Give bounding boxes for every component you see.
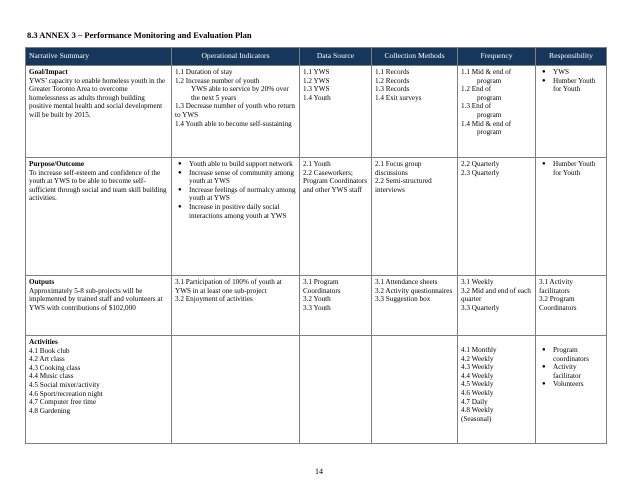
- evaluation-plan-table: [25, 47, 607, 444]
- responsibility-cell: [536, 158, 607, 276]
- responsibility-item: ● Activity facilitator: [539, 363, 603, 380]
- frequency-item: 3.2 Mid and end of each quarter: [461, 286, 531, 304]
- collection-item: 3.2 Activity questionnaires: [375, 286, 453, 295]
- frequency-item: 4.2 Weekly: [461, 354, 494, 363]
- frequency-item: 1.4 Mid & end of: [461, 119, 512, 128]
- activity-item: 4.5 Social mixer/activity: [29, 380, 100, 389]
- indicator-item: ● Youth able to build support network: [175, 160, 296, 169]
- frequency-cell: [458, 276, 536, 336]
- row-title: Outputs: [29, 278, 55, 286]
- narrative-cell: [26, 66, 172, 158]
- frequency-item: 4.7 Daily: [461, 397, 488, 406]
- collection-item: 1.3 Records: [375, 85, 410, 94]
- header-collection-methods: Collection Methods: [372, 48, 458, 66]
- responsibility-cell: [536, 336, 607, 444]
- frequency-item: (Seasonal): [461, 414, 492, 423]
- indicator-item: 1.4 Youth able to become self-sustaining: [175, 119, 292, 128]
- indicator-item: 3.2 Enjoyment of activities: [175, 295, 253, 304]
- collection-item: 3.1 Attendance sheets: [375, 278, 438, 286]
- frequency-item: 4.5 Weekly: [461, 380, 494, 389]
- data-source-cell: [300, 276, 372, 336]
- activity-item: 4.2 Art class: [29, 355, 65, 364]
- frequency-item: 1.1 Mid & end of: [461, 68, 512, 76]
- frequency-item: program: [477, 110, 502, 119]
- table-row-purpose: [26, 158, 607, 276]
- indicators-cell: [172, 158, 300, 276]
- data-source-item: 3.3 Youth: [303, 303, 331, 312]
- narrative-cell: [26, 276, 172, 336]
- indicators-cell: [172, 66, 300, 158]
- header-operational-indicators: Operational Indicators: [172, 48, 300, 66]
- narrative-text: Approximately 5-8 sub-projects will be implemented by trained staff and volunteers at YWS with contributions of $102,000: [29, 286, 163, 312]
- frequency-item: 4.1 Monthly: [461, 346, 497, 354]
- header-narrative-summary: Narrative Summary: [26, 48, 172, 66]
- collection-cell: [372, 336, 458, 444]
- collection-item: 2.2 Semi-structured interviews: [375, 177, 432, 194]
- frequency-item: program: [477, 128, 502, 137]
- page-title: 8.3 ANNEX 3 – Performance Monitoring and Evaluation Plan: [27, 30, 252, 40]
- indicators-cell: [172, 336, 300, 444]
- indicator-item: 1.1 Duration of stay: [175, 68, 233, 76]
- narrative-text: To increase self-esteem and confidence of the youth at YWS to be able to become self-sufficient through social and team skill building activities.: [29, 168, 167, 203]
- row-title: Activities: [29, 338, 58, 346]
- activity-item: 4.6 Sport/recreation night: [29, 389, 103, 398]
- indicator-item: 1.3 Decrease number of youth who return to YWS: [175, 102, 295, 119]
- indicator-item: ● Increase feelings of normalcy among youth at YWS: [175, 186, 296, 203]
- header-responsibility: Responsibility: [536, 48, 607, 66]
- table-header-row: [26, 48, 607, 66]
- indicator-item: 1.2 Increase number of youth: [175, 76, 260, 85]
- frequency-item: 3.3 Quarterly: [461, 303, 500, 312]
- data-source-cell: [300, 336, 372, 444]
- frequency-item: 1.3 End of: [461, 102, 492, 111]
- responsibility-item: ● Humber Youth for Youth: [539, 77, 603, 94]
- activity-item: 4.4 Music class: [29, 372, 74, 381]
- data-source-item: 2.2 Caseworkers; Program Coordinators and other YWS staff: [303, 168, 368, 194]
- responsibility-cell: [536, 66, 607, 158]
- responsibility-item: ● Humber Youth for Youth: [539, 160, 603, 177]
- data-source-item: 3.2 Youth: [303, 295, 331, 304]
- collection-item: 1.2 Records: [375, 76, 410, 85]
- responsibility-item: ● Program coordinators: [539, 346, 603, 363]
- responsibility-item: 3.1 Activity facilitators: [539, 278, 573, 295]
- collection-item: 2.1 Focus group discussions: [375, 160, 422, 177]
- activity-item: 4.7 Computer free time: [29, 398, 97, 407]
- responsibility-item: 3.2 Program Coordinators: [539, 295, 577, 312]
- indicator-item: ● Increase sense of community among youth at YWS: [175, 169, 296, 186]
- activity-item: 4.1 Book club: [29, 346, 70, 355]
- page-number: 14: [315, 467, 323, 476]
- frequency-item: 3.1 Weekly: [461, 278, 494, 286]
- activity-item: 4.8 Gardening: [29, 406, 71, 415]
- frequency-item: 4.6 Weekly: [461, 388, 494, 397]
- narrative-cell: [26, 158, 172, 276]
- frequency-item: 4.4 Weekly: [461, 371, 494, 380]
- collection-item: 1.1 Records: [375, 68, 410, 76]
- data-source-item: 1.3 YWS: [303, 85, 330, 94]
- data-source-item: 3.1 Program Coordinators: [303, 278, 341, 295]
- table-row-goal: [26, 66, 607, 158]
- frequency-cell: [458, 336, 536, 444]
- activity-item: 4.3 Cooking class: [29, 363, 81, 372]
- data-source-cell: [300, 158, 372, 276]
- table-row-activities: [26, 336, 607, 444]
- table-row-outputs: [26, 276, 607, 336]
- indicator-item: ● Increase in positive daily social interactions among youth at YWS: [175, 203, 296, 220]
- indicator-item: YWS able to service by 20% over the next 5 years: [191, 85, 289, 102]
- row-title: Purpose/Outcome: [29, 160, 85, 168]
- frequency-item: 2.2 Quarterly: [461, 160, 500, 168]
- indicators-cell: [172, 276, 300, 336]
- responsibility-cell: [536, 276, 607, 336]
- frequency-cell: [458, 158, 536, 276]
- responsibility-item: ● YWS: [539, 68, 603, 77]
- collection-cell: [372, 158, 458, 276]
- data-source-item: 2.1 Youth: [303, 160, 331, 168]
- data-source-item: 1.4 Youth: [303, 93, 331, 102]
- row-title: Goal/Impact: [29, 68, 68, 76]
- frequency-item: 1.2 End of: [461, 85, 492, 94]
- frequency-cell: [458, 66, 536, 158]
- frequency-item: 4.8 Weekly: [461, 406, 494, 415]
- data-source-item: 1.1 YWS: [303, 68, 330, 76]
- responsibility-item: ● Volunteers: [539, 380, 603, 389]
- frequency-item: 2.3 Quarterly: [461, 168, 500, 177]
- data-source-cell: [300, 66, 372, 158]
- collection-cell: [372, 276, 458, 336]
- data-source-item: 1.2 YWS: [303, 76, 330, 85]
- header-data-source: Data Source: [300, 48, 372, 66]
- indicator-item: 3.1 Participation of 100% of youth at YWS in at least one sub-project: [175, 278, 282, 295]
- frequency-item: program: [477, 93, 502, 102]
- narrative-text: YWS’ capacity to enable homeless youth in the Greater Toronto Area to overcome homelessness as adults through building positive mental health and social development will be built by 2015.: [29, 76, 166, 119]
- collection-cell: [372, 66, 458, 158]
- narrative-cell: [26, 336, 172, 444]
- frequency-item: 4.3 Weekly: [461, 363, 494, 372]
- header-frequency: Frequency: [458, 48, 536, 66]
- frequency-item: program: [477, 76, 502, 85]
- collection-item: 1.4 Exit surveys: [375, 93, 422, 102]
- collection-item: 3.3 Suggestion box: [375, 295, 431, 304]
